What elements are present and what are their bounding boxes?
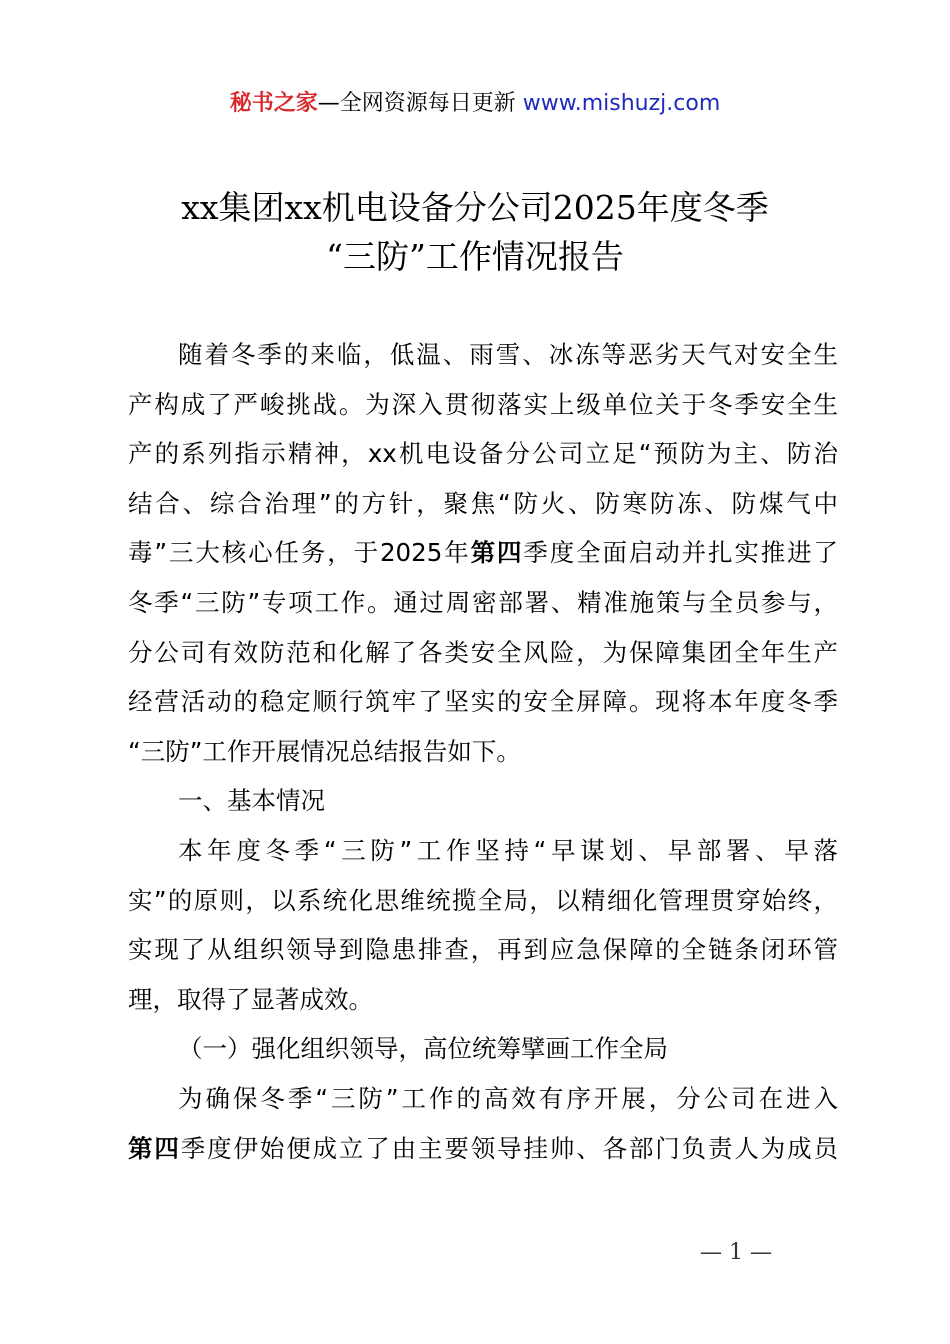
intro-text: 季度全面启动并扎实推进了 <box>523 538 839 568</box>
section-line: 实”的原则，以系统化思维统揽全局，以精细化管理贯穿始终， <box>128 885 838 915</box>
document-title-line-1: xx集团xx机电设备分公司2025年度冬季 <box>181 188 769 227</box>
site-header <box>0 88 950 120</box>
intro-text: 毒”三大核心任务，于2025年 <box>128 538 471 568</box>
section-line: 本年度冬季“三防”工作坚持“早谋划、早部署、早落 <box>178 835 838 865</box>
subsection-heading: （一）强化组织领导，高位统筹擘画工作全局 <box>178 1034 668 1064</box>
section-heading: 一、基本情况 <box>178 786 325 816</box>
section-line: 实现了从组织领导到隐患排查，再到应急保障的全链条闭环管 <box>128 935 838 965</box>
intro-line <box>128 528 838 578</box>
section-line: 理，取得了显著成效。 <box>128 984 373 1014</box>
intro-line: 经营活动的稳定顺行筑牢了坚实的安全屏障。现将本年度冬季 <box>128 687 838 717</box>
document-title-line-2: “三防”工作情况报告 <box>326 237 624 276</box>
bold-quarter-text: 第四 <box>470 538 524 568</box>
bold-quarter-text: 第四 <box>128 1133 181 1163</box>
header-tagline: —全网资源每日更新 <box>317 91 523 116</box>
intro-line: 产的系列指示精神，xx机电设备分公司立足“预防为主、防治 <box>128 439 838 469</box>
subsection-line <box>128 1124 838 1174</box>
subsection-line: 为确保冬季“三防”工作的高效有序开展，分公司在进入 <box>178 1083 838 1113</box>
intro-line: 产构成了严峻挑战。为深入贯彻落实上级单位关于冬季安全生 <box>128 389 838 419</box>
site-url-link[interactable]: www.mishuzj.com <box>522 91 721 116</box>
intro-line: “三防”工作开展情况总结报告如下。 <box>128 736 521 766</box>
document-body <box>128 330 838 1173</box>
page-number: — 1 — <box>700 1240 772 1265</box>
intro-line: 结合、综合治理”的方针，聚焦“防火、防寒防冻、防煤气中 <box>128 488 838 518</box>
intro-line: 冬季“三防”专项工作。通过周密部署、精准施策与全员参与， <box>128 587 838 617</box>
intro-line: 分公司有效防范和化解了各类安全风险，为保障集团全年生产 <box>128 637 838 667</box>
brand-name: 秘书之家 <box>229 91 318 116</box>
subsection-text: 季度伊始便成立了由主要领导挂帅、各部门负责人为成员 <box>180 1133 839 1163</box>
intro-line: 随着冬季的来临，低温、雨雪、冰冻等恶劣天气对安全生 <box>178 340 838 369</box>
